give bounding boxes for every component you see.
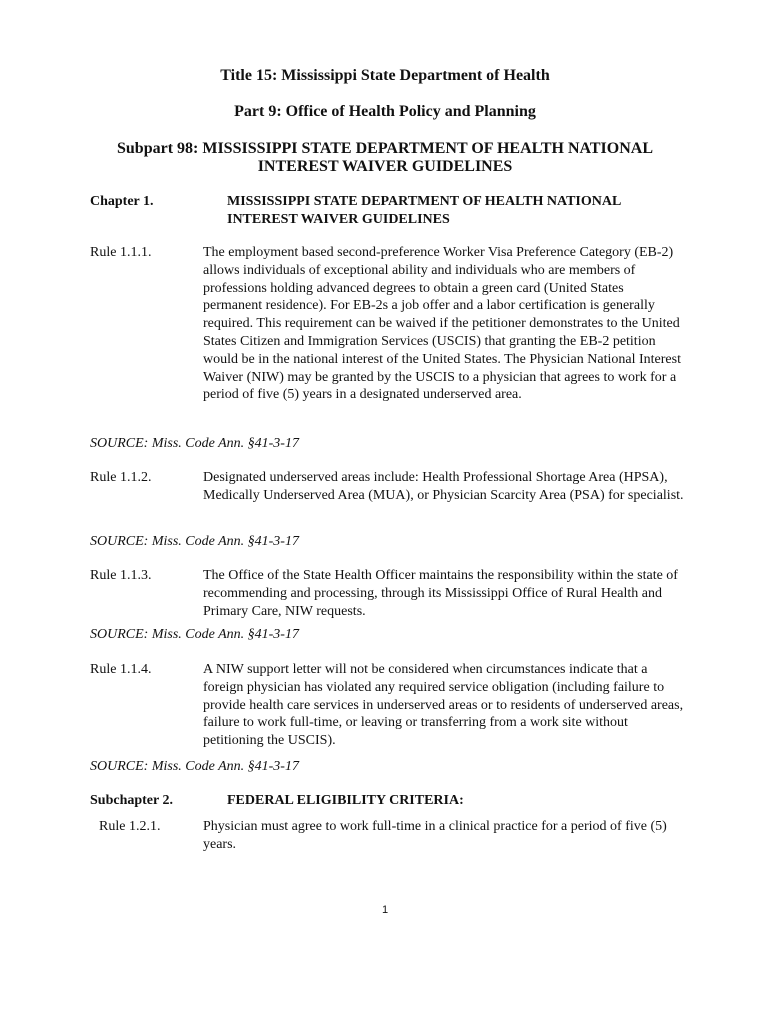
rule-label: Rule 1.1.3. — [90, 568, 152, 583]
subchapter-label: Subchapter 2. — [90, 793, 173, 808]
rule-label: Rule 1.1.4. — [90, 662, 152, 677]
chapter-title: MISSISSIPPI STATE DEPARTMENT OF HEALTH NATIONAL INTEREST WAIVER GUIDELINES — [227, 194, 621, 227]
page-number: 1 — [381, 904, 389, 916]
subchapter-title: FEDERAL ELIGIBILITY CRITERIA: — [227, 793, 464, 808]
rule-text: The employment based second-preference Worker Visa Preference Category (EB-2) allows individuals of exceptional ability and individuals who are members of professions holding advanced degrees to obtain a green card (United States permanent residence). For EB-2s a job offer and a labor certification is generally required. This requirement can be waived if the petitioner demonstrates to the United States Citizen and Immigration Services (USCIS) that granting the EB-2 petition would be in the national interest of the United States. The Physician National Interest Waiver (NIW) may be granted by the USCIS to a physician that agrees to work for a period of five (5) years in a designated underserved area. — [203, 245, 681, 403]
rule-label: Rule 1.1.1. — [90, 245, 152, 260]
rule-text: Physician must agree to work full-time in a clinical practice for a period of five (5) years. — [203, 819, 667, 852]
source-citation: SOURCE: Miss. Code Ann. §41-3-17 — [90, 759, 299, 774]
part-heading: Part 9: Office of Health Policy and Planning — [234, 103, 536, 120]
rule-text: The Office of the State Health Officer maintains the responsibility within the state of recommending and processing, through its Mississippi Office of Rural Health and Primary Care, NIW requests. — [203, 568, 678, 619]
rule-label: Rule 1.1.2. — [90, 470, 152, 485]
source-citation: SOURCE: Miss. Code Ann. §41-3-17 — [90, 627, 299, 642]
chapter-label: Chapter 1. — [90, 194, 154, 209]
document-title: Title 15: Mississippi State Department of Health — [220, 67, 550, 84]
source-citation: SOURCE: Miss. Code Ann. §41-3-17 — [90, 436, 299, 451]
rule-text: Designated underserved areas include: Health Professional Shortage Area (HPSA), Medically Underserved Area (MUA), or Physician Scarcity Area (PSA) for specialist. — [203, 470, 684, 503]
source-citation: SOURCE: Miss. Code Ann. §41-3-17 — [90, 534, 299, 549]
subpart-heading: Subpart 98: MISSISSIPPI STATE DEPARTMENT OF HEALTH NATIONAL INTEREST WAIVER GUIDELINES — [117, 140, 653, 175]
rule-text: A NIW support letter will not be considered when circumstances indicate that a foreign physician has violated any required service obligation (including failure to provide health care services in underserved areas or to residents of underserved areas, failure to work full-time, or leaving or transferring from a work site without petitioning the USCIS). — [203, 662, 684, 749]
rule-label: Rule 1.2.1. — [99, 819, 161, 834]
